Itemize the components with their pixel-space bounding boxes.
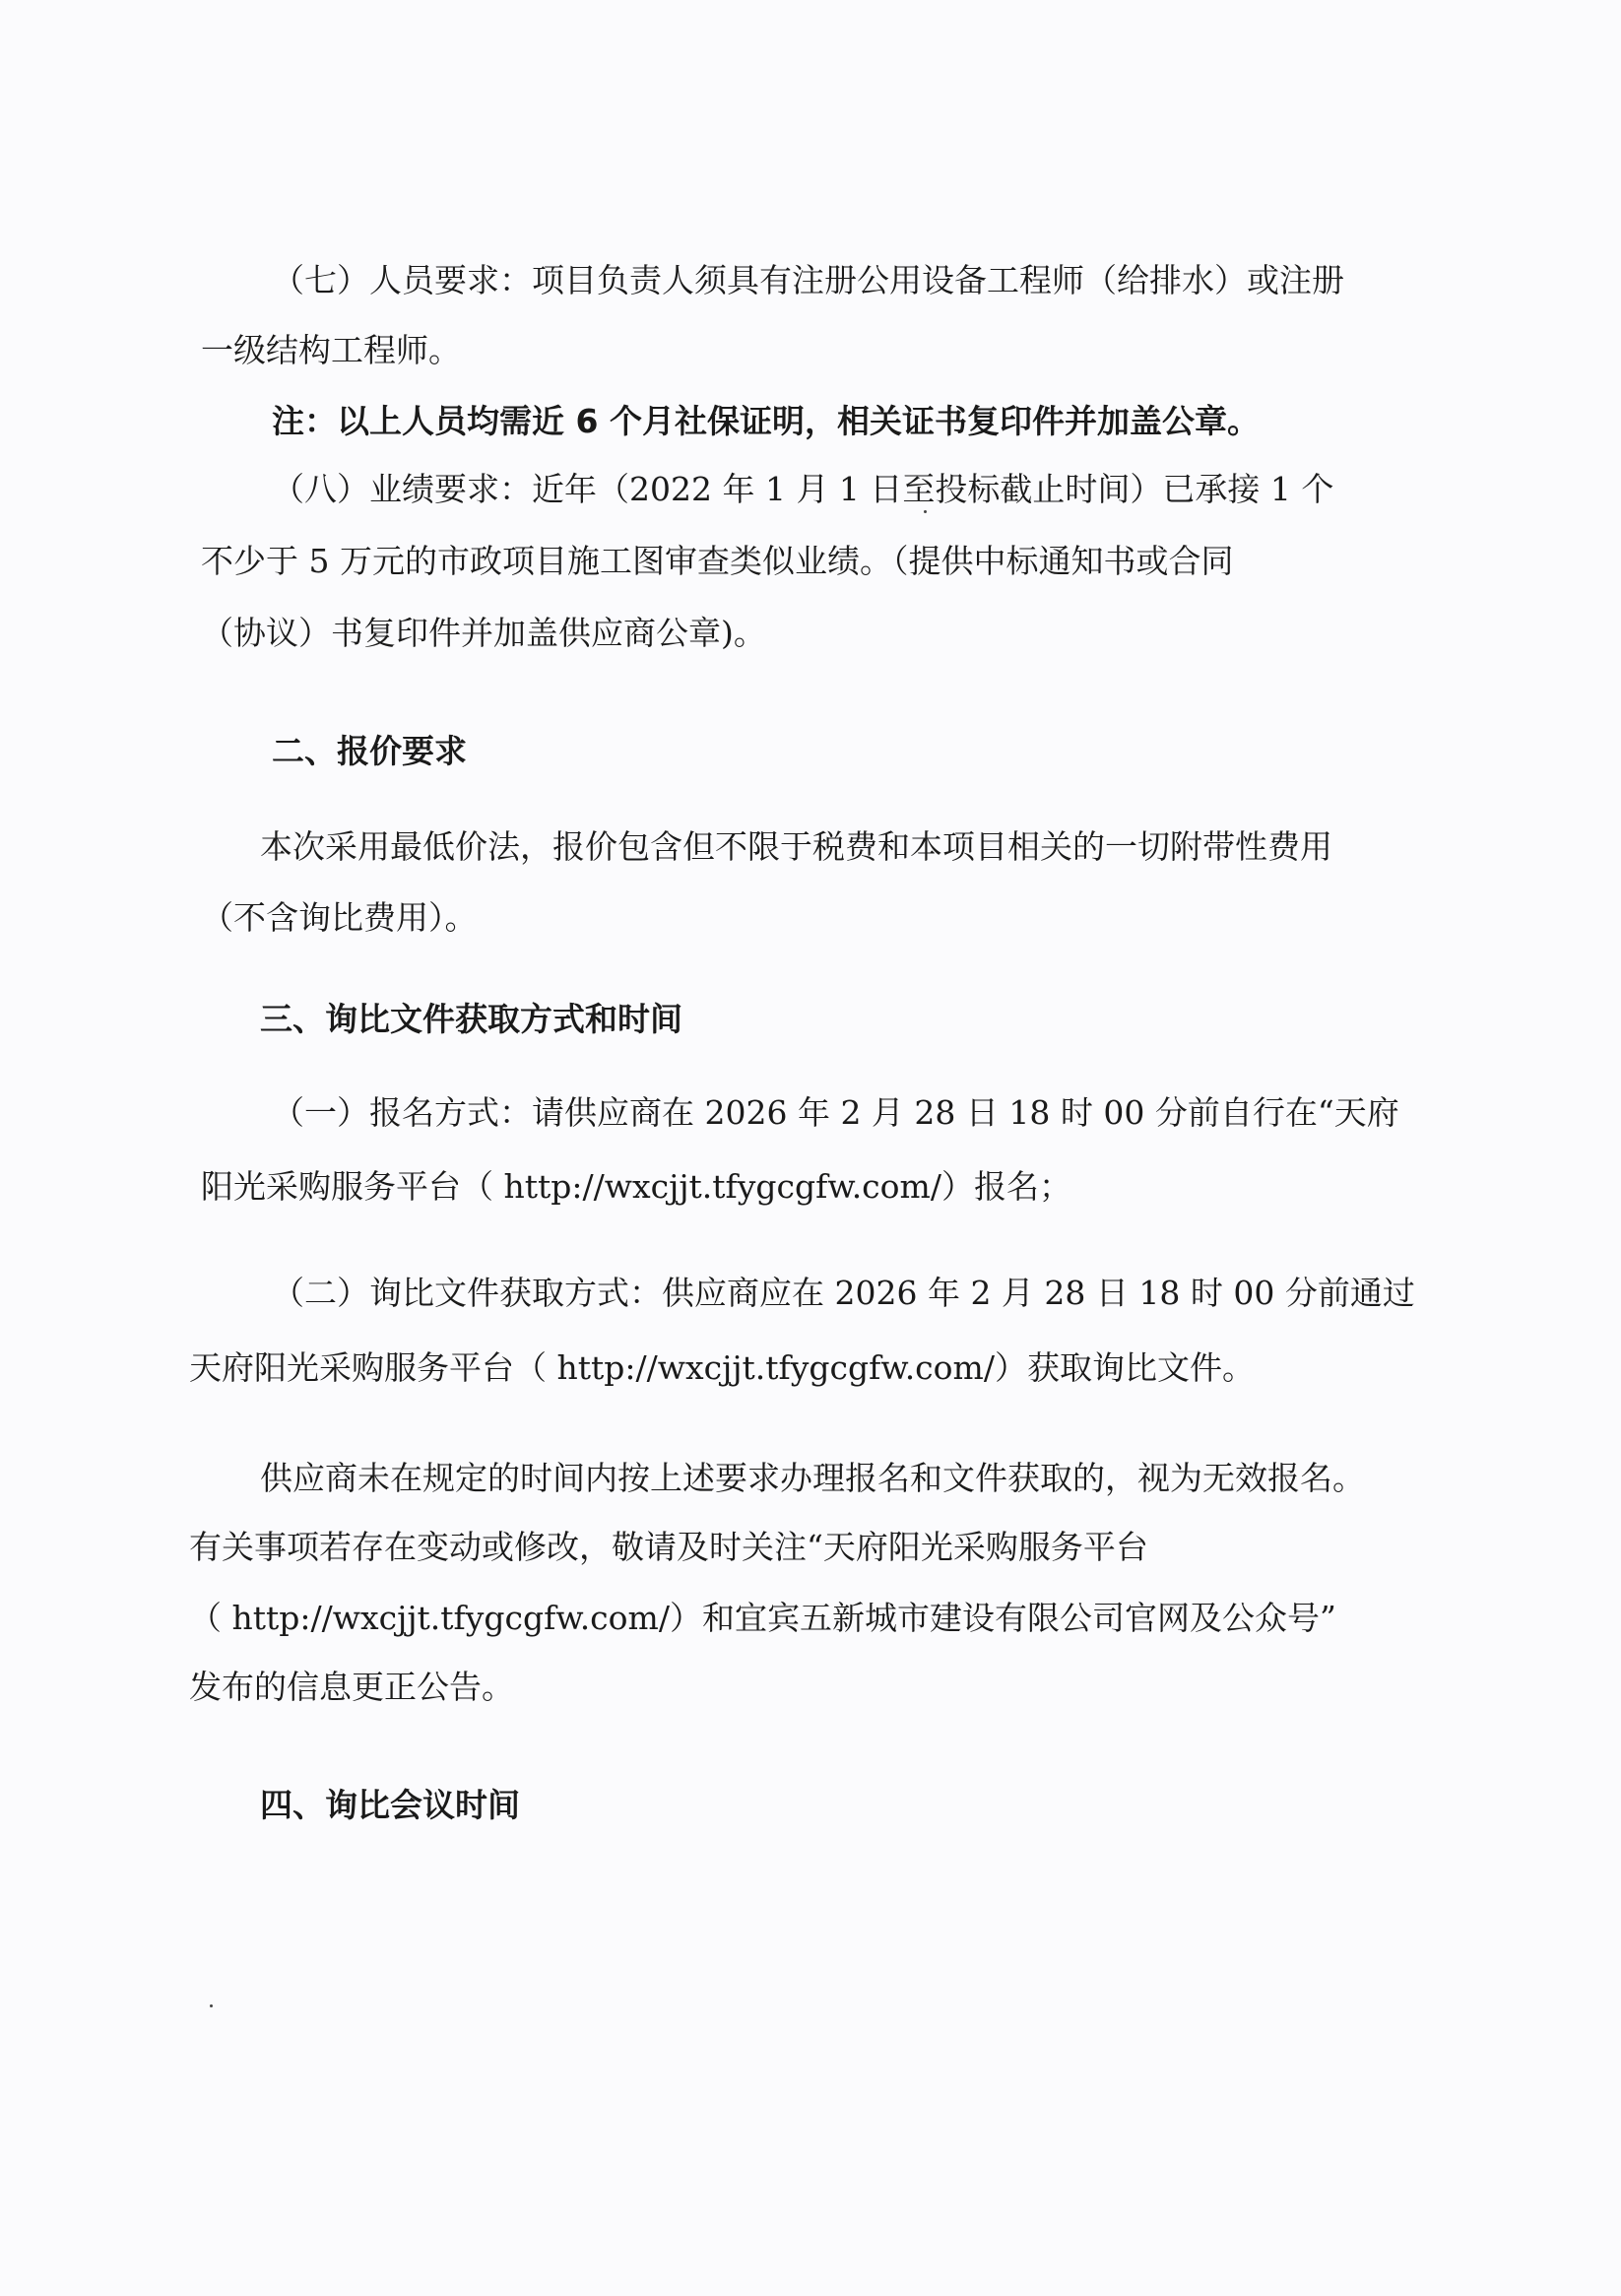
personnel-requirement-line-1: （七）人员要求：项目负责人须具有注册公用设备工程师（给排水）或注册 — [272, 261, 1344, 299]
section-heading-meeting-time: 四、询比会议时间 — [260, 1786, 520, 1824]
registration-line-2: 阳光采购服务平台（ http://wxcjjt.tfygcgfw.com/）报名； — [201, 1167, 1071, 1206]
performance-requirement-line-2: 不少于 5 万元的市政项目施工图审查类似业绩。（提供中标通知书或合同 — [201, 542, 1234, 580]
section-heading-quotation: 二、报价要求 — [272, 732, 467, 770]
scan-speck — [210, 2004, 213, 2007]
document-acquisition-line-2: 天府阳光采购服务平台（ http://wxcjjt.tfygcgfw.com/）获取询比文件。 — [189, 1348, 1255, 1387]
performance-requirement-line-3: （协议）书复印件并加盖供应商公章)。 — [201, 614, 766, 652]
notice-line-4: 发布的信息更正公告。 — [189, 1668, 514, 1706]
personnel-requirement-line-2: 一级结构工程师。 — [201, 331, 461, 369]
registration-line-1: （一）报名方式：请供应商在 2026 年 2 月 28 日 18 时 00 分前自行在“天府 — [272, 1093, 1399, 1132]
quotation-line-1: 本次采用最低价法，报价包含但不限于税费和本项目相关的一切附带性费用 — [260, 827, 1332, 866]
quotation-line-2: （不含询比费用）。 — [201, 898, 478, 937]
personnel-note: 注：以上人员均需近 6 个月社保证明，相关证书复印件并加盖公章。 — [272, 402, 1260, 440]
notice-line-1: 供应商未在规定的时间内按上述要求办理报名和文件获取的，视为无效报名。 — [260, 1459, 1365, 1497]
performance-requirement-line-1: （八）业绩要求：近年（2022 年 1 月 1 日至投标截止时间）已承接 1 个 — [272, 470, 1334, 508]
notice-line-3: （ http://wxcjjt.tfygcgfw.com/）和宜宾五新城市建设有限公司官网及公众号” — [189, 1599, 1336, 1637]
document-acquisition-line-1: （二）询比文件获取方式：供应商应在 2026 年 2 月 28 日 18 时 00 分前通过 — [272, 1274, 1415, 1312]
section-heading-documents: 三、询比文件获取方式和时间 — [260, 1000, 682, 1038]
scan-speck — [924, 510, 927, 513]
notice-line-2: 有关事项若存在变动或修改，敬请及时关注“天府阳光采购服务平台 — [189, 1528, 1148, 1566]
